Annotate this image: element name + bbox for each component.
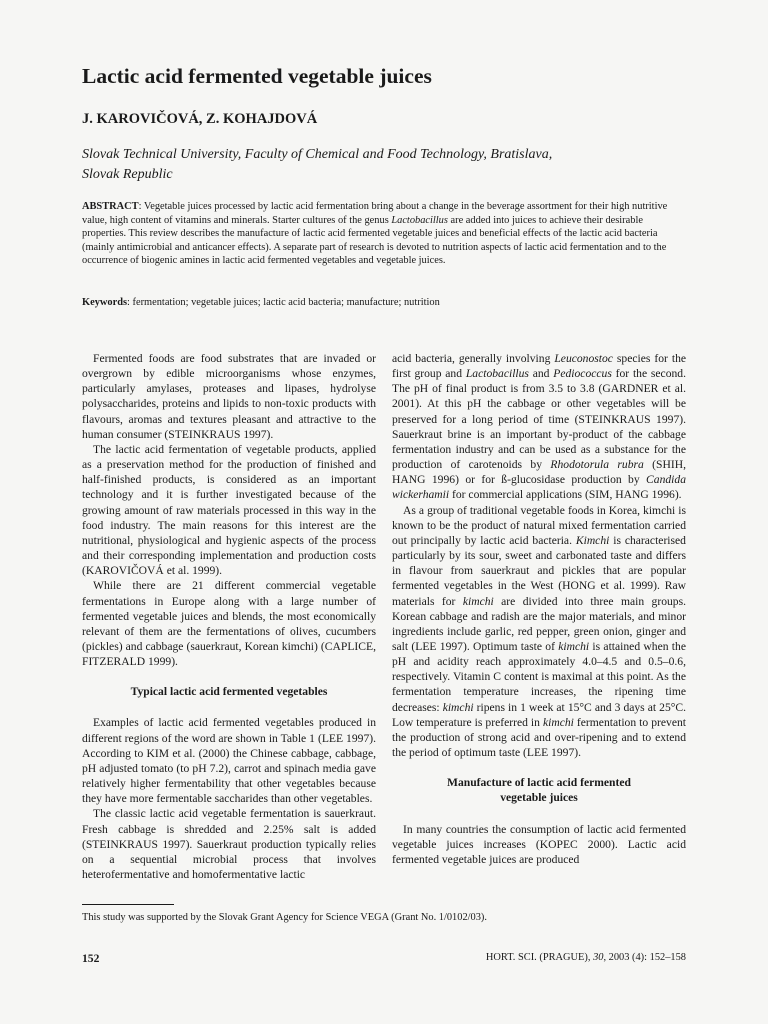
species-name: Candida wickerhamii — [392, 473, 686, 502]
abstract-text-cont: are added into juices to achieve their desirable properties. This review describes the manufacture of lactic acid fermented vegetable juices and beneficial effects of the lactic acid bacteria (mainly antimicrobial and anticancer effects). A separate part of research is devoted to nutrition aspects of lactic acid fermentation and to the occurrence of biogenic amines in lactic acid fermented vegetables and vegetable juices. — [82, 214, 667, 266]
journal-name: HORT. SCI. (PRAGUE), — [485, 952, 594, 963]
text-run: ripens in 1 week at 15°C and 3 days at 25°C. Low temperature is preferred in — [392, 700, 687, 729]
heading-line: vegetable juices — [500, 791, 578, 805]
text-run: for the second. The pH of final product is from 3.5 to 3.8 (GARDNER et al. 2001). At this pH the cabbage or other vegetables will be preserved for a long period of time (STEINKRAUS 1997). Sauerkraut brine is an important by-product of the cabbage fermentation industry and can be used as a substance for the production of carotenoids by — [392, 367, 686, 472]
text-run: acid bacteria, generally involving — [392, 352, 555, 365]
footnote: This study was supported by the Slovak Grant Agency for Science VEGA (Grant No. 1/0102/03). — [82, 912, 487, 923]
text-run: As a group of traditional vegetable foods in Korea, kimchi is known to be the product of natural mixed fermentation carried out principally by lactic acid bacteria. — [392, 503, 686, 547]
species-name: Rhodotorula rubra — [550, 458, 644, 472]
text-run: for commercial applications (SIM, HANG 1996). — [449, 488, 682, 502]
keywords-text: : fermentation; vegetable juices; lactic acid bacteria; manufacture; nutrition — [127, 297, 440, 308]
term-kimchi: kimchi — [462, 594, 494, 608]
journal-citation — [486, 952, 686, 963]
journal-issue: , 2003 (4): 152–158 — [603, 952, 686, 963]
section-heading-manufacture — [392, 775, 686, 805]
affiliation-line-2: Slovak Republic — [82, 166, 173, 182]
right-paragraph-2 — [392, 503, 686, 761]
abstract-genus: Lactobacillus — [391, 214, 448, 226]
term-kimchi: Kimchi — [575, 533, 610, 547]
term-kimchi: kimchi — [558, 639, 590, 653]
paper-title: Lactic acid fermented vegetable juices — [82, 64, 432, 88]
text-run: is attained when the pH and acidity reach approximately 4.0–4.5 and 0.5–0.6, respectively. Vitamin C content is maximal at this point. As the fermentation temperature increases, the ripening time decreases: — [392, 639, 686, 714]
left-paragraph-1: Fermented foods are food substrates that are invaded or overgrown by edible microorganisms whose enzymes, particularly amylases, proteases and lipases, hydrolyse polysaccharides, proteins and lipids to non-toxic products with flavours, aromas and textures pleasant and attractive to the human consumer (STEINKRAUS 1997). — [82, 352, 376, 441]
left-paragraph-5: The classic lactic acid vegetable fermentation is sauerkraut. Fresh cabbage is shredded and 2.25% salt is added (STEINKRAUS 1997). Sauerkraut production typically relies on a sequential microbial process that involves heterofermentative and homofermentative lactic — [82, 807, 376, 881]
footnote-divider — [82, 904, 174, 905]
section-heading-typical-vegetables: Typical lactic acid fermented vegetables — [130, 685, 328, 699]
left-paragraph-4: Examples of lactic acid fermented vegetables produced in different regions of the word are shown in Table 1 (LEE 1997). According to KIM et al. (2000) the Chinese cabbage, cabbage, pH adjusted tomato (to pH 7.2), carrot and spinach media gave relatively higher fermentability that other vegetables because they have more fermentable saccharides than other vegetables. — [82, 716, 376, 806]
left-column — [82, 351, 376, 882]
term-kimchi: kimchi — [542, 715, 574, 729]
species-name: Leuconostoc — [554, 352, 613, 365]
page-number: 152 — [82, 952, 100, 965]
journal-volume: 30 — [593, 952, 604, 963]
right-paragraph-3: In many countries the consumption of lactic acid fermented vegetable juices increases (KOPEC 2000). Lactic acid fermented vegetable juices are produced — [392, 822, 686, 866]
affiliation — [82, 145, 702, 184]
text-run: species for the first group and — [392, 352, 687, 381]
left-paragraph-3: While there are 21 different commercial vegetable fermentations in Europe along with a large number of fermented vegetable juices and blends, the most economically relevant of them are the fermentations of olives, cucumbers (pickles) and cabbage (sauerkraut, Korean kimchi) (CAPLICE, FITZERALD 1999). — [82, 579, 376, 669]
keywords-label: Keywords — [82, 297, 128, 308]
left-paragraph-2: The lactic acid fermentation of vegetable products, applied as a preservation method for the production of finished and half-finished products, is considered as an important technology and it is further investigated because of the growing amount of raw materials processed in this way in the food industry. The main reasons for this interest are the nutritional, physiological and hygienic aspects of the process and their corresponding implementation and production costs (KAROVIČOVÁ et al. 1999). — [82, 442, 376, 578]
text-run: are divided into three main groups. Korean cabbage and radish are the major materials, and minor ingredients include garlic, red pepper, green onion, ginger and salt (LEE 1997). Optimum taste of — [392, 594, 686, 653]
text-run: and — [528, 367, 554, 381]
abstract-label: ABSTRACT — [82, 201, 139, 212]
text-run: is characterised particularly by its sour, sweet and carbonated taste and differs in flavour from sauerkraut and pickles that are popular fermented vegetables in the West (HONG et al. 1999). Raw materials for — [392, 533, 686, 608]
right-column — [392, 351, 686, 867]
species-name: Pediococcus — [553, 367, 612, 381]
right-paragraph-1 — [392, 351, 686, 503]
abstract-text: : Vegetable juices processed by lactic acid fermentation bring about a change in the beverage assortment for their high nutritive value, high content of vitamins and minerals. Starter cultures of the genus — [82, 201, 668, 226]
heading-line: Manufacture of lactic acid fermented — [447, 776, 631, 790]
text-run: (SHIH, HANG 1996) or for ß-glucosidase production by — [392, 458, 686, 487]
term-kimchi: kimchi — [442, 700, 474, 714]
abstract — [82, 200, 688, 268]
authors: J. KAROVIČOVÁ, Z. KOHAJDOVÁ — [82, 111, 318, 127]
text-run: fermentation to prevent the production of strong acid and over-ripening and to extend the period of optimum taste (LEE 1997). — [392, 715, 686, 760]
affiliation-line-1: Slovak Technical University, Faculty of Chemical and Food Technology, Bratislava, — [82, 147, 553, 162]
species-name: Lactobacillus — [465, 367, 529, 381]
keywords — [82, 296, 688, 310]
